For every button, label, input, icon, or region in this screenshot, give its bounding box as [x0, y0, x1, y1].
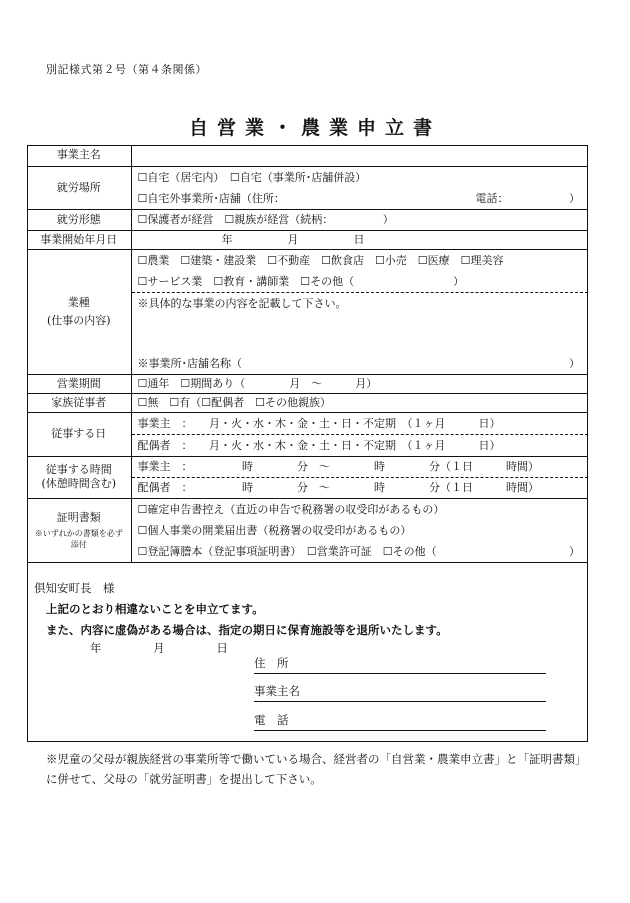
work-days-label: 従事する日 — [27, 412, 131, 456]
declaration-date[interactable] — [90, 640, 276, 656]
page-title: 自営業・農業申立書 — [188, 117, 441, 139]
work-form-options[interactable]: ☐保護者が経営 ☐親族が経営（続柄： ） — [131, 209, 588, 230]
industry-options-row1[interactable]: ☐農業 ☐建築・建設業 ☐不動産 ☐飲食店 ☐小売 ☐医療 ☐理美容 — [137, 253, 504, 267]
family-label: 家族従事者 — [27, 393, 131, 412]
industry-detail-instruction[interactable]: ※具体的な事業の内容を記載して下さい。 — [137, 296, 347, 310]
declaration-line-1: 上記のとおり相違ないことを申立てます。 — [46, 602, 264, 616]
declaration-line-2: また、内容に虚偽がある場合は、指定の期日に保育施設等を退所いたします。 — [46, 623, 448, 637]
start-date-field[interactable]: 年 月 日 — [131, 230, 588, 249]
proof-close-paren: ） — [569, 544, 580, 558]
work-days-owner[interactable]: 事業主 ： 月・火・水・木・金・土・日・不定期 （１ヶ月 日） — [132, 413, 589, 435]
phone-signature-line[interactable] — [254, 712, 546, 731]
address-label: 住 所 — [254, 656, 289, 670]
industry-label: 業種 — [67, 295, 90, 309]
addressee: 倶知安町長 様 — [34, 581, 115, 595]
form-number-label: 別記様式第２号（第４条関係） — [46, 63, 207, 76]
date-day: 日 — [216, 641, 228, 655]
proof-note: ※いずれかの書類を必ず添付 — [34, 528, 123, 549]
workplace-label: 就労場所 — [27, 166, 131, 209]
shop-name-label: ※事業所･店舗名称（ — [137, 356, 242, 370]
period-options[interactable]: ☐通年 ☐期間あり（ 月 ～ 月） — [131, 374, 588, 393]
date-year: 年 — [90, 641, 102, 655]
work-hours-sublabel: (休憩時間含む) — [41, 477, 117, 490]
work-form-label: 就労形態 — [27, 209, 131, 230]
industry-sublabel: (仕事の内容) — [46, 313, 111, 327]
workplace-home-options[interactable]: ☐自宅（居宅内） ☐自宅（事業所･店舗併設） — [137, 170, 367, 184]
work-hours-label: 従事する時間 — [45, 463, 112, 476]
address-signature-line[interactable] — [254, 655, 546, 674]
footnote-line-1: ※児童の父母が親族経営の事業所等で働いている場合、経営者の「自営業・農業申立書」と「証明書類」 — [46, 752, 587, 766]
workplace-close-paren: ） — [569, 191, 580, 205]
work-hours-owner[interactable]: 事業主 ： 時 分 ～ 時 分（１日 時間） — [132, 457, 589, 478]
family-options[interactable]: ☐無 ☐有（☐配偶者 ☐その他親族） — [131, 393, 588, 412]
proof-label: 証明書類 — [56, 510, 101, 524]
work-days-spouse[interactable]: 配偶者 ： 月・火・水・木・金・土・日・不定期 （１ヶ月 日） — [137, 438, 501, 452]
shop-name-close-paren: ） — [569, 356, 580, 370]
proof-registration-options[interactable]: ☐登記簿謄本（登記事項証明書） ☐営業許可証 ☐その他（ — [137, 544, 437, 558]
proof-tax-return[interactable]: ☐確定申告書控え（直近の申告で税務署の収受印があるもの） — [137, 502, 445, 516]
footnote-line-2: に併せて、父母の「就労証明書」を提出して下さい。 — [46, 772, 322, 786]
workplace-phone-label: 電話： — [475, 191, 509, 205]
phone-label: 電 話 — [254, 713, 289, 727]
owner-name-label: 事業主名 — [27, 145, 131, 166]
date-month: 月 — [153, 641, 165, 655]
owner-signature-line[interactable] — [254, 683, 546, 702]
owner-name-signature-label: 事業主名 — [254, 684, 300, 698]
proof-business-notice[interactable]: ☐個人事業の開業届出書（税務署の収受印があるもの） — [137, 523, 412, 537]
industry-options-row2[interactable]: ☐サービス業 ☐教育・講師業 ☐その他（ ） — [132, 271, 589, 293]
workplace-outside-address[interactable]: ☐自宅外事業所･店舗（住所： — [137, 191, 285, 205]
work-hours-spouse[interactable]: 配偶者 ： 時 分 ～ 時 分（１日 時間） — [137, 480, 539, 494]
period-label: 営業期間 — [27, 374, 131, 393]
start-date-label: 事業開始年月日 — [27, 230, 131, 249]
